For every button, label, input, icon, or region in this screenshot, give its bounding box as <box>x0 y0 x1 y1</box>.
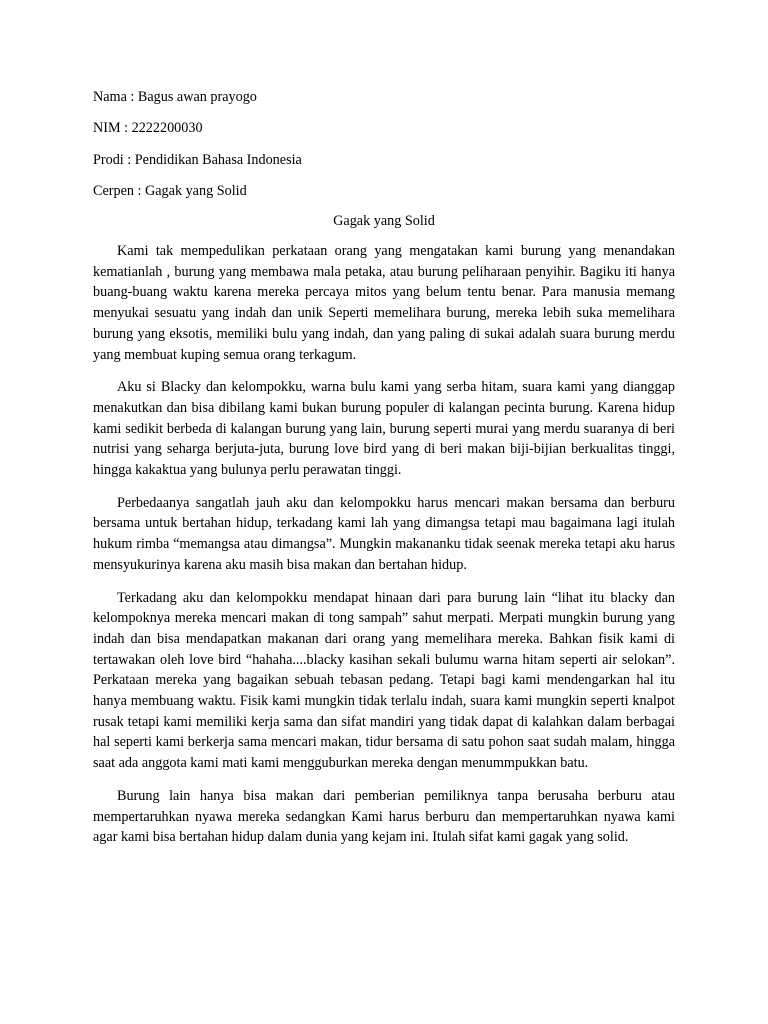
study-program: Prodi : Pendidikan Bahasa Indonesia <box>93 152 302 168</box>
story-title: Gagak yang Solid <box>333 213 435 229</box>
student-nim: NIM : 2222200030 <box>93 120 203 136</box>
paragraph-2: Aku si Blacky dan kelompokku, warna bulu kami yang serba hitam, suara kami yang dianggap menakutkan dan bisa dibilang kami bukan burung populer di kalangan pecinta burung. Karena hidup kami sedikit berbeda di kalangan burung yang lain, burung seperti murai yang merdu suaranya di beri nutrisi yang seharga berjuta-juta, burung love bird yang di beri makan biji-bijian berkualitas tinggi, hingga kakaktua yang bulunya perlu perawatan tinggi. <box>93 379 675 479</box>
paragraph-1: Kami tak mempedulikan perkataan orang yang mengatakan kami burung yang menandakan kematianlah , burung yang membawa mala petaka, atau burung peliharaan penyihir. Bagiku iti hanya buang-buang waktu karena mereka percaya mitos yang belum tentu benar. Para manusia memang menyukai sesuatu yang indah dan unik Seperti memelihara burung, mereka lebih suka memelihara burung yang eksotis, memiliki bulu yang indah, dan yang paling di sukai adalah suara burung merdu yang membuat kuping semua orang terkagum. <box>93 243 675 363</box>
student-name: Nama : Bagus awan prayogo <box>93 89 257 105</box>
story-body <box>93 241 675 860</box>
paragraph-3: Perbedaanya sangatlah jauh aku dan kelompokku harus mencari makan bersama dan berburu bersama untuk bertahan hidup, terkadang kami lah yang dimangsa tetapi mau bagaimana lagi itulah hukum rimba “memangsa atau dimangsa”. Mungkin makananku tidak seenak mereka tetapi aku harus mensyukurinya karena aku masih bisa makan dan bertahan hidup. <box>93 494 675 573</box>
paragraph-5: Burung lain hanya bisa makan dari pemberian pemiliknya tanpa berusaha berburu atau mempertaruhkan nyawa mereka sedangkan Kami harus berburu dan mempertaruhkan nyawa kami agar kami bisa bertahan hidup dalam dunia yang kejam ini. Itulah sifat kami gagak yang solid. <box>93 787 675 846</box>
short-story-label: Cerpen : Gagak yang Solid <box>93 183 247 199</box>
paragraph-4: Terkadang aku dan kelompokku mendapat hinaan dari para burung lain “lihat itu blacky dan kelompoknya mereka mencari makan di tong sampah” sahut merpati. Merpati mungkin burung yang indah dan bisa mendapatkan makanan dari orang yang memelihara mereka. Bahkan fisik kami di tertawakan oleh love bird “hahaha....blacky kasihan sekali bulumu warna hitam seperti air selokan”. Perkataan mereka yang bagaikan sebuah tebasan pedang. Tetapi bagi kami mendengarkan hal itu hanya membuang waktu. Fisik kami mungkin tidak terlalu indah, suara kami mungkin seperti knalpot rusak tetapi kami memiliki kerja sama dan sifat mandiri yang tidak dapat di kalahkan dalam berbagai hal seperti kami berkerja sama mencari makan, tidur bersama di satu pohon saat sudah malam, hingga saat ada anggota kami mati kami mengguburkan mereka dengan menummpukkan batu. <box>93 589 675 772</box>
